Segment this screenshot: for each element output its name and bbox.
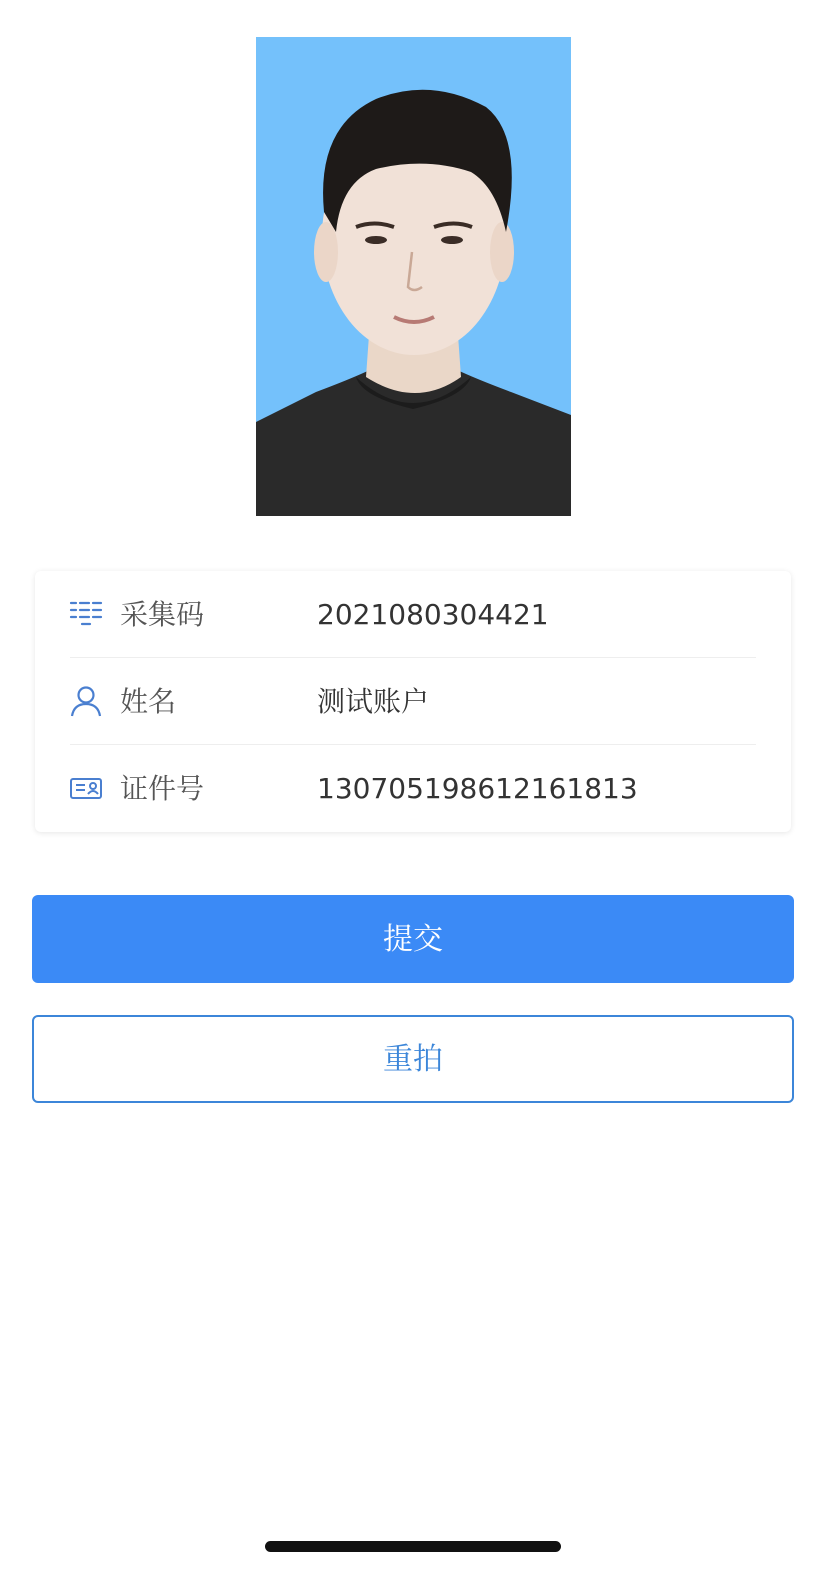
- id-number-label: 证件号: [120, 772, 205, 805]
- info-row-id-number: [35, 745, 791, 832]
- collection-code-label: 采集码: [120, 598, 205, 631]
- name-label: 姓名: [120, 685, 177, 718]
- portrait-image: [256, 37, 571, 516]
- retake-button[interactable]: 重拍: [32, 1015, 794, 1103]
- id-number-value: 130705198612161813: [317, 772, 638, 805]
- home-indicator[interactable]: [265, 1541, 561, 1552]
- id-photo: [256, 37, 571, 516]
- info-card: [35, 571, 791, 832]
- name-value: 测试账户: [317, 685, 430, 718]
- id-card-icon: [68, 770, 104, 806]
- info-row-collection-code: [35, 571, 791, 658]
- submit-button[interactable]: 提交: [32, 895, 794, 983]
- collection-code-value: 2021080304421: [317, 598, 549, 631]
- info-row-name: [35, 658, 791, 745]
- grid-list-icon: [68, 596, 104, 632]
- person-icon: [68, 683, 104, 719]
